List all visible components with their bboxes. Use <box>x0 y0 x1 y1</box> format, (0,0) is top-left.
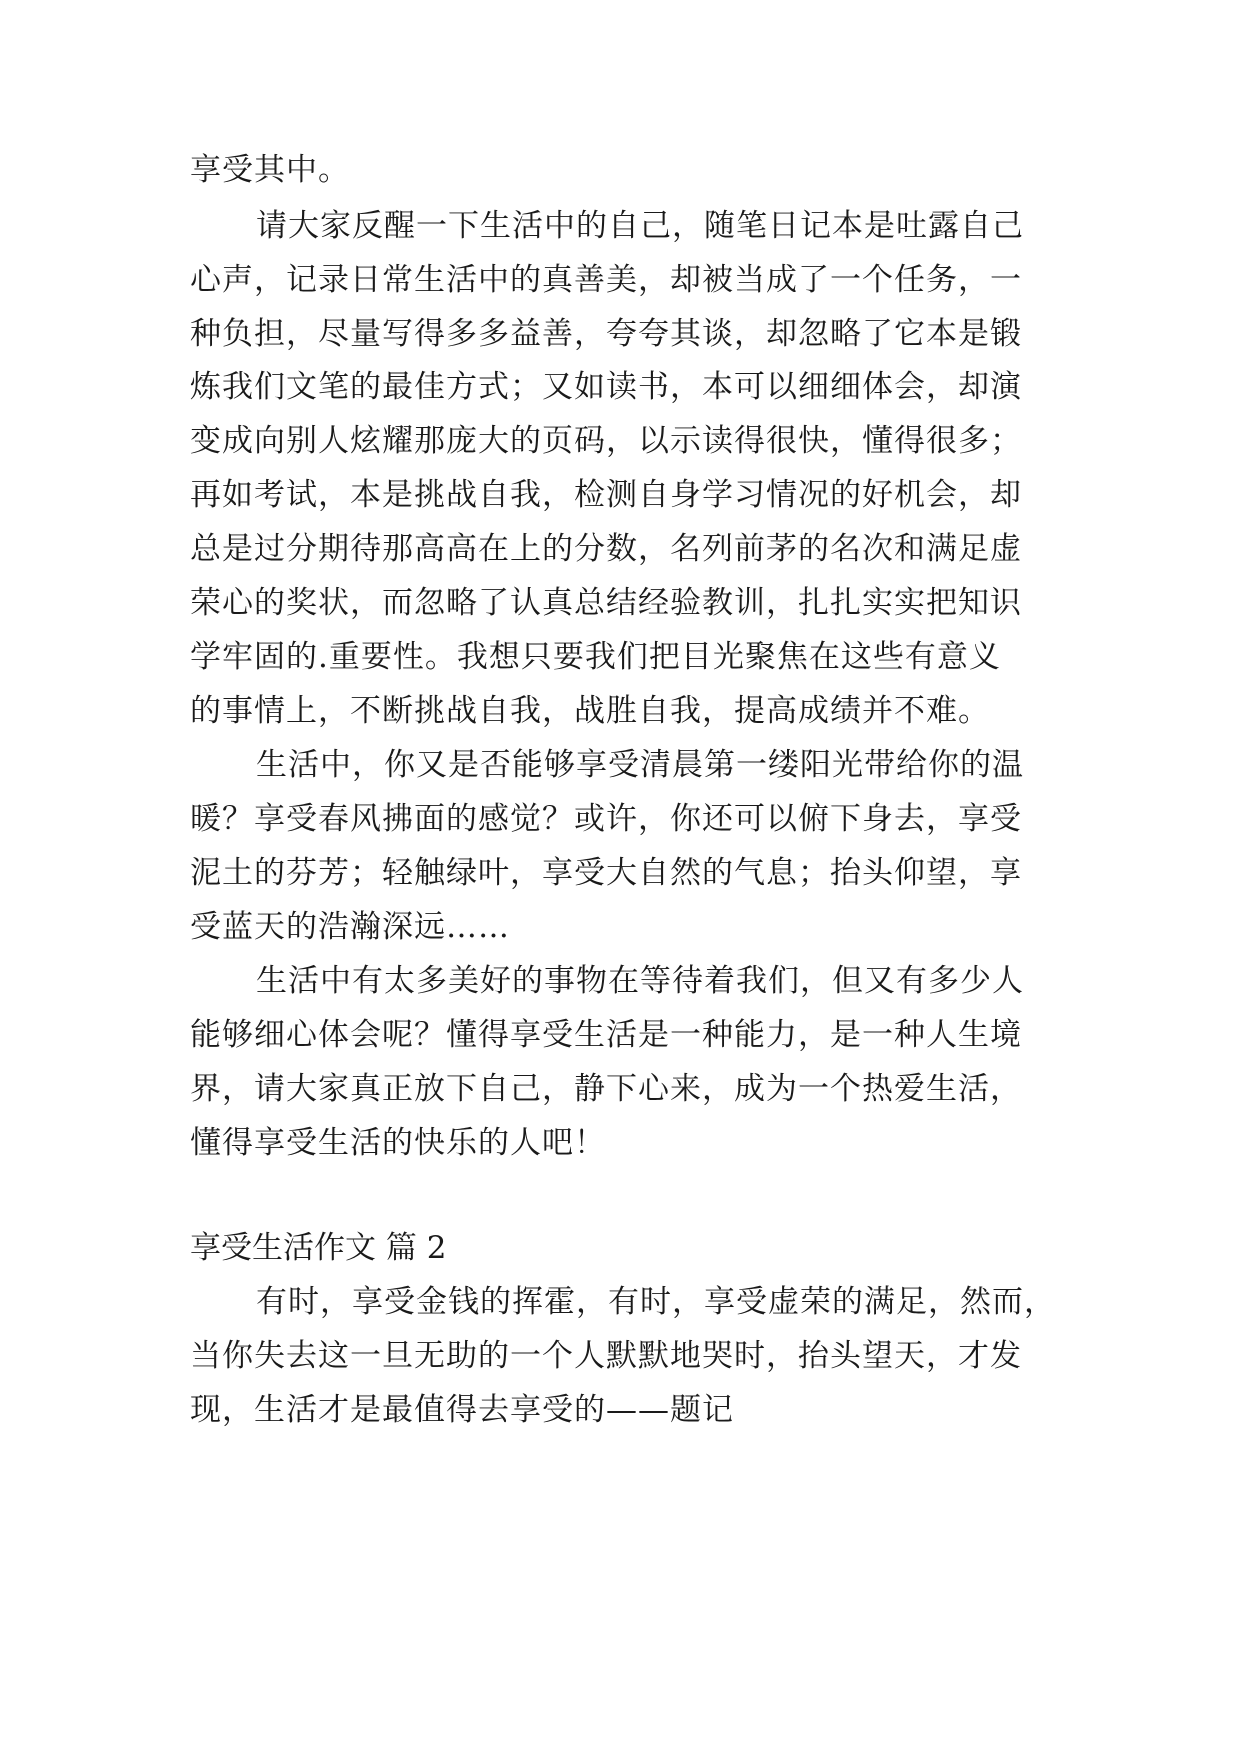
text-line: 变成向别人炫耀那庞大的页码，以示读得很快，懂得很多； <box>190 423 1022 459</box>
paragraph-first-line: 生活中有太多美好的事物在等待着我们，但又有多少人 <box>256 963 1024 999</box>
text-line: 暖？享受春风拂面的感觉？或许，你还可以俯下身去，享受 <box>190 801 1022 837</box>
text-line: 受蓝天的浩瀚深远…… <box>190 909 510 945</box>
section-heading: 享受生活作文 篇 2 <box>190 1230 447 1266</box>
text-line: 总是过分期待那高高在上的分数，名列前茅的名次和满足虚 <box>190 531 1022 567</box>
text-line: 当你失去这一旦无助的一个人默默地哭时，抬头望天，才发 <box>190 1338 1022 1374</box>
text-line: 能够细心体会呢？懂得享受生活是一种能力，是一种人生境 <box>190 1017 1022 1053</box>
text-line: 炼我们文笔的最佳方式；又如读书，本可以细细体会，却演 <box>190 369 1022 405</box>
text-line: 学牢固的.重要性。我想只要我们把目光聚焦在这些有意义 <box>190 639 1001 675</box>
text-line: 荣心的奖状，而忽略了认真总结经验教训，扎扎实实把知识 <box>190 585 1022 621</box>
text-line: 再如考试，本是挑战自我，检测自身学习情况的好机会，却 <box>190 477 1022 513</box>
text-line: 的事情上，不断挑战自我，战胜自我，提高成绩并不难。 <box>190 693 990 729</box>
text-line: 心声，记录日常生活中的真善美，却被当成了一个任务，一 <box>190 262 1022 298</box>
paragraph-first-line: 有时，享受金钱的挥霍，有时，享受虚荣的满足，然而， <box>256 1284 1056 1320</box>
text-line: 现，生活才是最值得去享受的——题记 <box>190 1392 734 1428</box>
text-line: 懂得享受生活的快乐的人吧！ <box>190 1125 606 1161</box>
text-line: 种负担，尽量写得多多益善，夸夸其谈，却忽略了它本是锻 <box>190 316 1022 352</box>
text-line: 享受其中。 <box>190 152 350 188</box>
paragraph-first-line: 生活中，你又是否能够享受清晨第一缕阳光带给你的温 <box>256 747 1024 783</box>
paragraph-first-line: 请大家反醒一下生活中的自己，随笔日记本是吐露自己 <box>256 208 1024 244</box>
text-line: 泥土的芬芳；轻触绿叶，享受大自然的气息；抬头仰望，享 <box>190 855 1022 891</box>
text-line: 界，请大家真正放下自己，静下心来，成为一个热爱生活， <box>190 1071 1022 1107</box>
